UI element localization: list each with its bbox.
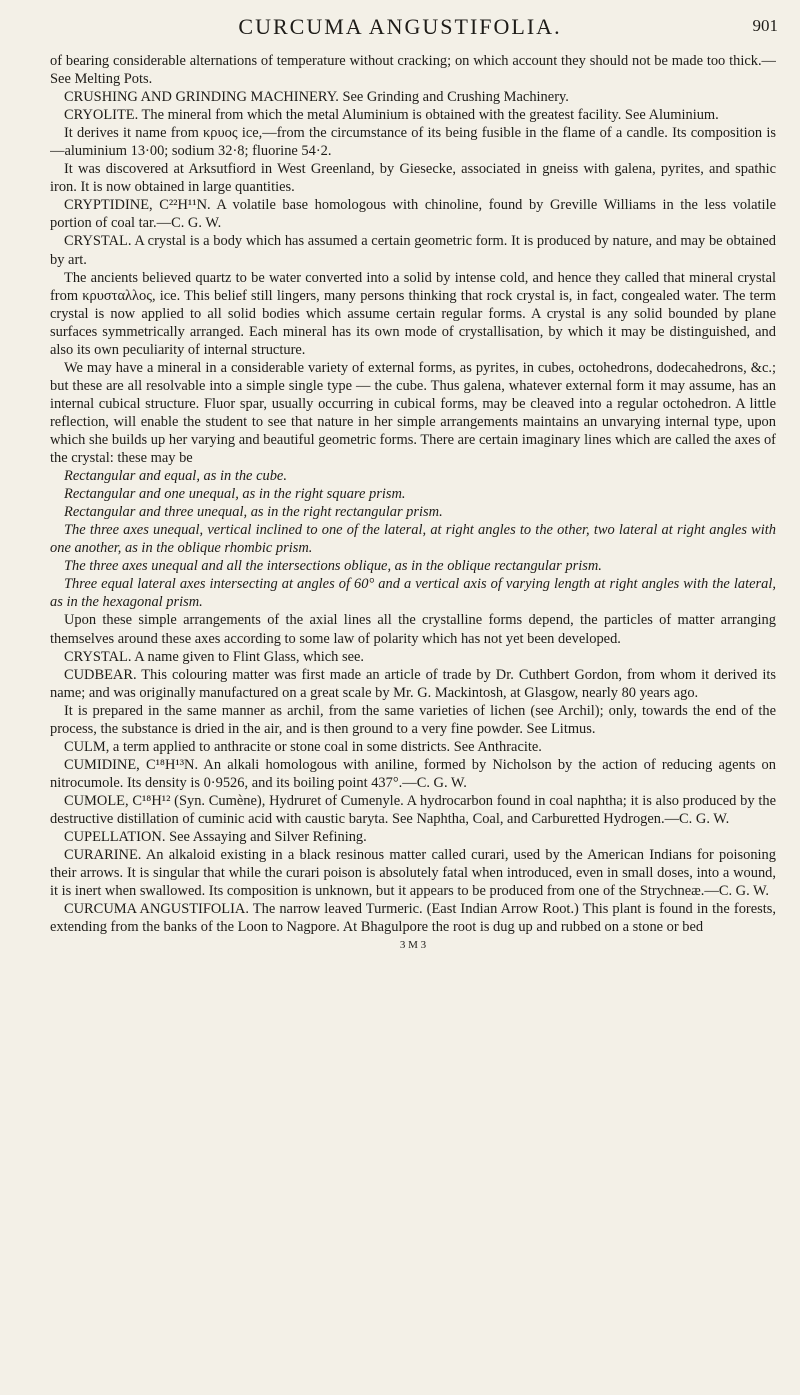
axis-type: Rectangular and one unequal, as in the right square prism. [64, 486, 406, 503]
entry-culm: CULM, a term applied to anthracite or stone coal in some districts. See Anthracite. [64, 738, 542, 755]
axis-type: The three axes unequal, vertical inclined to one of the lateral, at right angles to the other, two lateral at right angles with one another, as in the oblique rhombic prism. [50, 522, 776, 557]
entry-curcuma: CURCUMA ANGUSTIFOLIA. The narrow leaved Turmeric. (East Indian Arrow Root.) This plant is found in the forests, extending from the banks of the Loon to Nagpore. At Bhagulpore the root is dug up and rubbed on a stone or bed [50, 901, 776, 936]
entry-cumole: CUMOLE, C¹⁸H¹² (Syn. Cumène), Hydruret of Cumenyle. A hydrocarbon found in coal naphtha; it is also produced by the destructive distillation of cuminic acid with caustic baryta. See Naphtha, Coal, and Carburetted Hydrogen.—C. G. W. [50, 792, 776, 827]
entry-crystal-glass: CRYSTAL. A name given to Flint Glass, which see. [64, 648, 365, 665]
entry-cumidine: CUMIDINE, C¹⁸H¹³N. An alkali homologous with aniline, formed by Nicholson by the action of reducing agents on nitrocumole. Its density is 0·9526, and its boiling point 437°.—C. G. W. [50, 756, 776, 791]
axis-type: The three axes unequal and all the intersections oblique, as in the oblique rectangular prism. [64, 558, 602, 575]
running-head: CURCUMA ANGUSTIFOLIA. [238, 14, 562, 39]
entry-cryolite: CRYOLITE. The mineral from which the metal Aluminium is obtained with the greatest facility. See Aluminium. [64, 107, 719, 124]
paragraph: It is prepared in the same manner as archil, from the same varieties of lichen (see Archil); only, towards the end of the process, the substance is dried in the air, and is then ground to a very fine powder. See Litmus. [50, 702, 776, 737]
paragraph: We may have a mineral in a considerable variety of external forms, as pyrites, in cubes, octohedrons, dodecahedrons, &c.; but these are all resolvable into a simple single type — the cube. Thus galena, whatever external form it may assume, has an internal cubical structure. Fluor spar, usually occurring in cubical forms, may be cleaved into a regular octohedron. A little reflection, will enable the student to see that nature in her simple arrangements maintains an unvarying internal type, upon which she builds up her varying and beautiful geometric forms. There are certain imaginary lines which are called the axes of the crystal: these may be [50, 359, 776, 467]
paragraph: Upon these simple arrangements of the axial lines all the crystalline forms depend, the particles of matter arranging themselves around these axes according to some law of polarity which has not yet been developed. [50, 612, 776, 647]
paragraph: It derives it name from κρυος ice,—from the circumstance of its being fusible in the flame of a candle. Its composition is—aluminium 13·00; sodium 32·8; fluorine 54·2. [50, 125, 776, 160]
axis-type: Three equal lateral axes intersecting at angles of 60° and a vertical axis of varying length at right angles with the lateral, as in the hexagonal prism. [50, 576, 776, 611]
entry-cryptidine: CRYPTIDINE, C²²H¹¹N. A volatile base homologous with chinoline, found by Greville Williams in the less volatile portion of coal tar.—C. G. W. [50, 197, 776, 232]
entry-cupellation: CUPELLATION. See Assaying and Silver Refining. [64, 829, 367, 846]
body-text [50, 52, 776, 1382]
entry-crushing: CRUSHING AND GRINDING MACHINERY. See Grinding and Crushing Machinery. [64, 89, 569, 106]
paragraph: The ancients believed quartz to be water converted into a solid by intense cold, and hence they called that mineral crystal from κρυσταλλος, ice. This belief still lingers, many persons thinking that rock crystal is, in fact, congealed water. The term crystal is now applied to all solid bodies which assume certain regular forms. A crystal is any solid bounded by plane surfaces symmetrically arranged. Each mineral has its own mode of crystallisation, by which it may be distinguished, and also its own peculiarity of internal structure. [50, 269, 776, 358]
axis-type: Rectangular and three unequal, as in the right rectangular prism. [64, 504, 443, 521]
entry-curarine: CURARINE. An alkaloid existing in a black resinous matter called curari, used by the American Indians for poisoning their arrows. It is singular that while the curari poison is absolutely fatal when introduced, even in small doses, into a wound, it is inert when swallowed. Its composition is unknown, but it appears to be produced from one of the Strychneæ.—C. G. W. [50, 847, 776, 900]
entry-cudbear: CUDBEAR. This colouring matter was first made an article of trade by Dr. Cuthbert Gordon, from whom it derived its name; and was originally manufactured on a great scale by Mr. G. Mackintosh, at Glasgow, nearly 80 years ago. [50, 666, 776, 701]
axis-type: Rectangular and equal, as in the cube. [64, 468, 287, 485]
page-header [0, 14, 800, 42]
entry-crystal: CRYSTAL. A crystal is a body which has assumed a certain geometric form. It is produced by nature, and may be obtained by art. [50, 233, 776, 268]
page-number: 901 [752, 16, 778, 35]
paragraph: It was discovered at Arksutfiord in West Greenland, by Giesecke, associated in gneiss with galena, pyrites, and spathic iron. It is now obtained in large quantities. [50, 161, 776, 196]
signature-mark: 3 M 3 [399, 939, 427, 952]
paragraph: of bearing considerable alternations of temperature without cracking; on which account they should not be made too thick.—See Melting Pots. [50, 53, 776, 88]
